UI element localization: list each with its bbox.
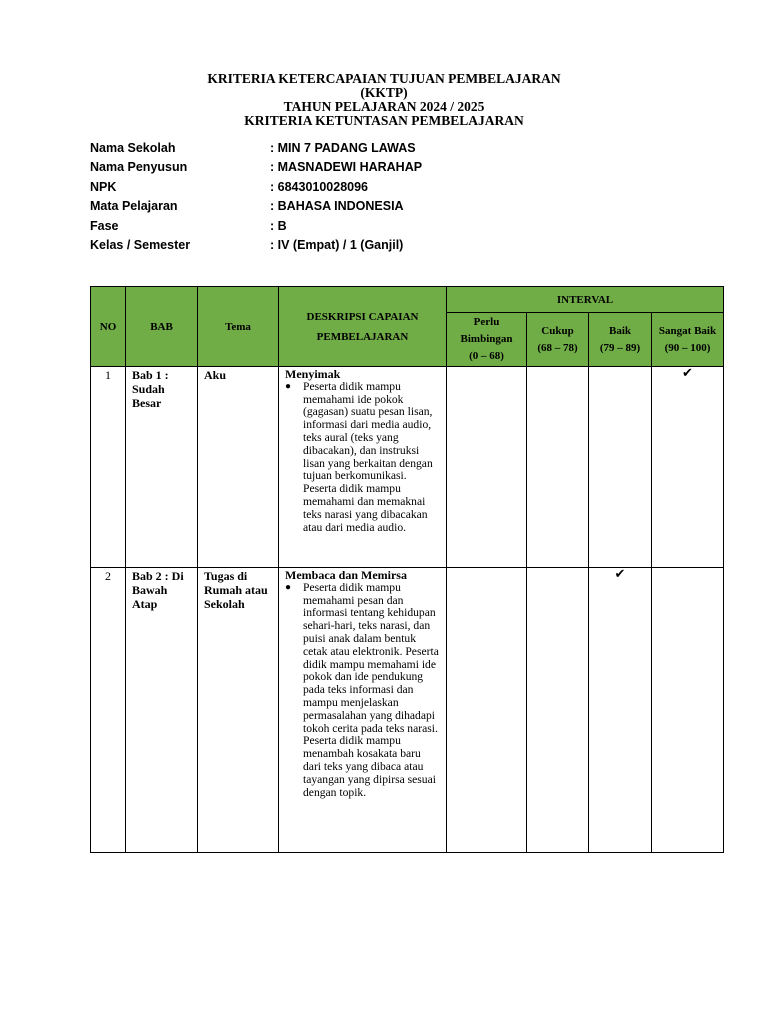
row-tema: Tugas di Rumah atau Sekolah	[198, 568, 279, 853]
check-baik	[589, 367, 652, 568]
header-level-baik	[589, 313, 652, 367]
title-line-4: KRITERIA KETUNTASAN PEMBELAJARAN	[244, 113, 524, 128]
check-cukup	[527, 568, 589, 853]
bullet-icon: ●	[285, 581, 292, 593]
description-bullet	[285, 582, 440, 800]
row-bab: Bab 1 : Sudah Besar	[126, 367, 198, 568]
row-no: 1	[91, 367, 126, 568]
header-level-sangat-baik	[652, 313, 724, 367]
info-label: Nama Penyusun	[90, 160, 188, 175]
level-range: (68 – 78)	[537, 341, 578, 354]
kktp-table	[90, 286, 724, 853]
level-range: (90 – 100)	[664, 341, 711, 354]
info-label: Kelas / Semester	[90, 237, 191, 252]
level-name: Cukup	[541, 324, 574, 337]
table-row	[91, 568, 724, 853]
row-bab: Bab 2 : Di Bawah Atap	[126, 568, 198, 853]
description-text: Peserta didik mampu memahami pesan dan informasi tentang kehidupan sehari-hari, teks narasi, dan puisi anak dalam bentuk cetak atau elektronik. Peserta didik mampu memahami ide pokok dan ide pendukung pada teks informasi dan mampu menjelaskan permasalahan yang dihadapi tokoh cerita pada teks narasi. Peserta didik mampu menambah kosakata baru dari teks yang dibaca atau tayangan yang dipirsa sesuai dengan topik.	[303, 580, 439, 799]
info-label: Fase	[90, 218, 119, 233]
level-name: Sangat Baik	[658, 324, 717, 337]
check-baik: ✔	[589, 568, 652, 853]
document-title	[0, 72, 768, 128]
bullet-icon: ●	[285, 380, 292, 392]
row-tema: Aku	[198, 367, 279, 568]
info-value: : MASNADEWI HARAHAP	[270, 160, 423, 175]
level-name: Perlu Bimbingan	[460, 316, 513, 345]
check-cukup	[527, 367, 589, 568]
info-label: Nama Sekolah	[90, 141, 176, 155]
description-text: Peserta didik mampu memahami ide pokok (gagasan) suatu pesan lisan, informasi dari media audio, teks aural (teks yang dibacakan), dan instruksi lisan yang berkaitan dengan tujuan berkomunikasi. Peserta didik mampu memahami dan memaknai teks narasi yang dibacakan atau dari media audio.	[303, 379, 433, 534]
header-bab: BAB	[126, 287, 198, 367]
check-sangat-baik: ✔	[652, 367, 724, 568]
description-heading: Membaca dan Memirsa	[285, 568, 407, 582]
level-name: Baik	[608, 324, 631, 337]
header-tema: Tema	[198, 287, 279, 367]
info-value: : MIN 7 PADANG LAWAS	[270, 141, 416, 155]
header-description: DESKRIPSI CAPAIAN PEMBELAJARAN	[279, 287, 447, 367]
info-value: : B	[270, 218, 287, 233]
check-perlu-bimbingan	[447, 367, 527, 568]
info-value: : BAHASA INDONESIA	[270, 199, 404, 214]
row-description	[279, 367, 447, 568]
info-label: NPK	[90, 179, 117, 194]
description-bullet	[285, 381, 440, 535]
info-label: Mata Pelajaran	[90, 199, 178, 214]
row-no: 2	[91, 568, 126, 853]
title-line-1: KRITERIA KETERCAPAIAN TUJUAN PEMBELAJARAN	[207, 71, 561, 86]
header-interval: INTERVAL	[447, 287, 724, 313]
info-value: : IV (Empat) / 1 (Ganjil)	[270, 237, 404, 252]
table-row	[91, 367, 724, 568]
level-range: (79 – 89)	[599, 341, 641, 354]
title-line-3: TAHUN PELAJARAN 2024 / 2025	[283, 99, 485, 114]
header-level-cukup	[527, 313, 589, 367]
row-description	[279, 568, 447, 853]
header-level-perlu-bimbingan	[447, 313, 527, 367]
info-value: : 6843010028096	[270, 179, 369, 194]
title-line-2: (KKTP)	[360, 85, 408, 100]
level-range: (0 – 68)	[469, 350, 504, 362]
header-no: NO	[91, 287, 126, 367]
check-sangat-baik	[652, 568, 724, 853]
check-perlu-bimbingan	[447, 568, 527, 853]
description-heading: Menyimak	[285, 367, 341, 381]
